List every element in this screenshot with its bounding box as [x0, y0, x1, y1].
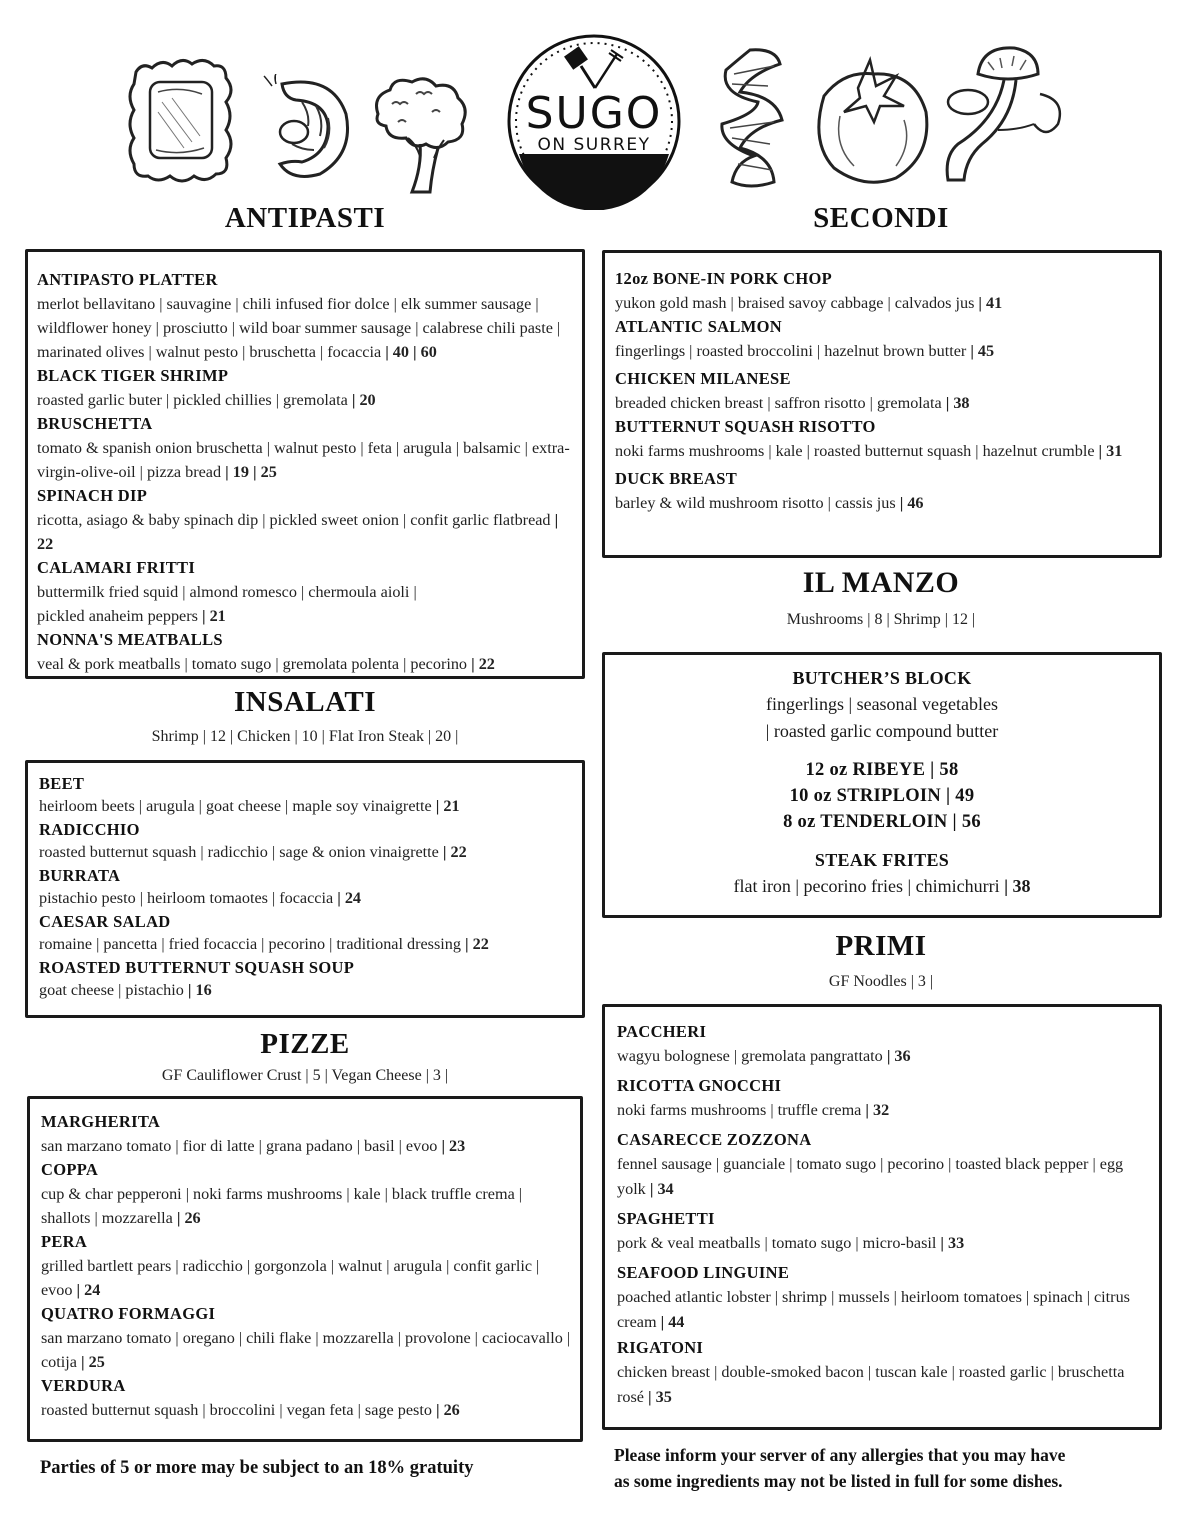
- dish-name: BLACK TIGER SHRIMP: [37, 366, 229, 385]
- dish-name: QUATRO FORMAGGI: [41, 1304, 216, 1323]
- dish-desc: [617, 1231, 1151, 1256]
- dish-ingredients: ricotta, asiago & baby spinach dip | pickled sweet onion | confit garlic flatbread: [37, 511, 555, 529]
- menu-item: [617, 1019, 1151, 1069]
- menu-item: [39, 772, 574, 818]
- dish-price: | 21: [435, 797, 460, 815]
- dish-name: ROASTED BUTTERNUT SQUASH SOUP: [39, 958, 355, 977]
- dish-name: CASARECCE ZOZZONA: [617, 1130, 812, 1149]
- logo-title: SUGO: [525, 88, 663, 139]
- dish-desc: [615, 339, 1151, 363]
- menu-item: [41, 1374, 572, 1422]
- cleaver-fork-icon: [564, 46, 623, 88]
- cut-ribeye: 12 oz RIBEYE | 58: [805, 760, 959, 780]
- dish-desc: [617, 1044, 1151, 1069]
- dish-name: RICOTTA GNOCCHI: [617, 1076, 782, 1095]
- insalati-title: INSALATI: [233, 686, 377, 718]
- secondi-box: [602, 250, 1162, 558]
- pizze-box: [27, 1096, 583, 1442]
- dish-name: ANTIPASTO PLATTER: [37, 270, 218, 289]
- dish-ingredients: roasted garlic buter | pickled chillies | gremolata: [37, 391, 352, 409]
- dish-price: | 22: [465, 935, 489, 953]
- menu-item: [617, 1206, 1151, 1256]
- dish-name: VERDURA: [41, 1376, 126, 1395]
- dish-desc: [39, 841, 574, 864]
- dish-desc: [39, 887, 574, 910]
- dish-ingredients: barley & wild mushroom risotto | cassis jus: [615, 494, 900, 512]
- dish-name: RIGATONI: [617, 1338, 704, 1357]
- menu-item: [41, 1110, 572, 1158]
- dish-name: SPAGHETTI: [617, 1209, 715, 1228]
- primi-box: [602, 1004, 1162, 1430]
- dish-ingredients: chicken breast | double-smoked bacon | tuscan kale | roasted garlic | bruschetta rosé: [617, 1363, 1125, 1406]
- dish-desc: [41, 1326, 572, 1374]
- dish-price: | 21: [201, 607, 226, 625]
- dish-desc: [37, 580, 574, 628]
- dish-name: COPPA: [41, 1160, 99, 1179]
- dish-price: | 25: [81, 1353, 105, 1371]
- dish-name: DUCK BREAST: [615, 469, 738, 488]
- dish-price: | 23: [441, 1137, 466, 1155]
- dish-price: | 41: [978, 294, 1003, 312]
- manzo-addons: Mushrooms | 8 | Shrimp | 12 |: [786, 611, 976, 628]
- dish-ingredients: buttermilk fried squid | almond romesco | chermoula aioli | pickled anaheim peppers: [37, 583, 417, 625]
- dish-desc: [617, 1360, 1151, 1410]
- dish-ingredients: romaine | pancetta | fried focaccia | pecorino | traditional dressing: [39, 935, 466, 953]
- dish-ingredients: grilled bartlett pears | radicchio | gorgonzola | walnut | arugula | confit garlic | evoo: [41, 1257, 540, 1299]
- dish-name: MARGHERITA: [41, 1112, 161, 1131]
- dish-price: | 35: [648, 1388, 672, 1406]
- dish-name: CAESAR SALAD: [39, 912, 171, 931]
- dish-price: | 22: [442, 843, 467, 861]
- dish-price: | 20: [351, 391, 376, 409]
- gratuity-note: Parties of 5 or more may be subject to an 18% gratuity: [40, 1458, 474, 1478]
- pizze-title: PIZZE: [260, 1028, 350, 1060]
- allergy-note-line1: Please inform your server of any allergies that you may have: [614, 1445, 1066, 1465]
- cut-striploin: 10 oz STRIPLOIN | 49: [789, 786, 975, 806]
- dish-ingredients: noki farms mushrooms | truffle crema: [617, 1101, 866, 1119]
- antipasti-box: [25, 249, 585, 679]
- dish-desc: [37, 652, 574, 676]
- dish-ingredients: roasted butternut squash | radicchio | sage & onion vinaigrette: [39, 843, 443, 861]
- menu-item: [41, 1302, 572, 1374]
- menu-item: [617, 1127, 1151, 1202]
- butchers-block-butter: | roasted garlic compound butter: [765, 721, 999, 741]
- dish-desc: [39, 933, 574, 956]
- dish-name: NONNA'S MEATBALLS: [37, 630, 223, 649]
- steak-frites-ingredients: flat iron | pecorino fries | chimichurri: [733, 876, 1005, 896]
- menu-item: [615, 415, 1151, 463]
- dish-ingredients: wagyu bolognese | gremolata pangrattato: [617, 1047, 887, 1065]
- dish-name: PERA: [41, 1232, 88, 1251]
- dish-name: BEET: [39, 774, 85, 793]
- dish-price: | 45: [970, 342, 995, 360]
- dish-desc: [615, 491, 1151, 515]
- dish-price: | 22: [471, 655, 495, 673]
- insalati-box: [25, 760, 585, 1018]
- antipasti-title: ANTIPASTI: [224, 202, 386, 234]
- primi-title: PRIMI: [835, 930, 927, 962]
- menu-item: [615, 267, 1151, 315]
- menu-item: [617, 1335, 1151, 1410]
- dish-name: BRUSCHETTA: [37, 414, 153, 433]
- dish-name: 12oz BONE-IN PORK CHOP: [615, 269, 832, 288]
- menu-item: [39, 864, 574, 910]
- menu-item: [615, 467, 1151, 515]
- dish-name: PACCHERI: [617, 1022, 707, 1041]
- dish-desc: [37, 508, 574, 556]
- dish-ingredients: noki farms mushrooms | kale | roasted butternut squash | hazelnut crumble: [615, 442, 1099, 460]
- dish-desc: [41, 1182, 572, 1230]
- manzo-title: IL MANZO: [802, 566, 960, 599]
- dish-name: SEAFOOD LINGUINE: [617, 1263, 790, 1282]
- dish-ingredients: pork & veal meatballs | tomato sugo | micro-basil: [617, 1234, 941, 1252]
- dish-ingredients: poached atlantic lobster | shrimp | mussels | heirloom tomatoes | spinach | citrus cream: [617, 1288, 1130, 1331]
- dish-name: RADICCHIO: [39, 820, 140, 839]
- dish-ingredients: fennel sausage | guanciale | tomato sugo | pecorino | toasted black pepper | egg yolk: [617, 1155, 1124, 1198]
- tomato-illustration: [804, 56, 938, 190]
- butchers-block-sides: fingerlings | seasonal vegetables: [765, 694, 999, 714]
- steak-frites-desc: [611, 873, 1153, 900]
- dish-desc: [37, 436, 574, 484]
- pasta-illustration: [710, 44, 800, 192]
- menu-item: [617, 1073, 1151, 1123]
- dish-name: CALAMARI FRITTI: [37, 558, 196, 577]
- logo: [505, 32, 683, 210]
- dish-price: | 36: [886, 1047, 911, 1065]
- dish-desc: [617, 1152, 1151, 1202]
- menu-item: [39, 818, 574, 864]
- dish-price: | 32: [865, 1101, 890, 1119]
- dish-price: | 40 | 60: [385, 343, 437, 361]
- insalati-addons: Shrimp | 12 | Chicken | 10 | Flat Iron Steak | 20 |: [151, 728, 459, 745]
- dish-desc: [41, 1254, 572, 1302]
- menu-item: [37, 268, 574, 364]
- dish-price: | 34: [649, 1180, 674, 1198]
- dish-price: | 16: [187, 981, 212, 999]
- secondi-title: SECONDI: [813, 202, 949, 234]
- dish-price: | 26: [435, 1401, 460, 1419]
- dish-price: | 33: [940, 1234, 965, 1252]
- dish-desc: [37, 388, 574, 412]
- dish-desc: [617, 1098, 1151, 1123]
- dish-ingredients: veal & pork meatballs | tomato sugo | gremolata polenta | pecorino: [37, 655, 472, 673]
- menu-item: [37, 364, 574, 412]
- dish-desc: [41, 1134, 572, 1158]
- dish-ingredients: fingerlings | roasted broccolini | hazelnut brown butter: [615, 342, 971, 360]
- dish-price: | 46: [899, 494, 924, 512]
- dish-desc: [615, 291, 1151, 315]
- logo-subtitle: ON SURREY: [537, 135, 651, 155]
- allergy-note-line2: as some ingredients may not be listed in full for some dishes.: [614, 1471, 1063, 1491]
- dish-price: | 19 | 25: [225, 463, 277, 481]
- dish-desc: [39, 795, 574, 818]
- dish-desc: [37, 292, 574, 364]
- dish-ingredients: pistachio pesto | heirloom tomaotes | focaccia: [39, 889, 338, 907]
- menu-item: [617, 1260, 1151, 1335]
- dish-ingredients: yukon gold mash | braised savoy cabbage | calvados jus: [615, 294, 979, 312]
- dish-price: | 24: [337, 889, 362, 907]
- butchers-block-title: BUTCHER’S BLOCK: [792, 668, 972, 688]
- primi-addons: GF Noodles | 3 |: [828, 973, 934, 990]
- menu-item: [615, 315, 1151, 363]
- dish-name: SPINACH DIP: [37, 486, 148, 505]
- dish-ingredients: roasted butternut squash | broccolini | vegan feta | sage pesto: [41, 1401, 436, 1419]
- dish-price: | 44: [660, 1313, 685, 1331]
- pizze-addons: GF Cauliflower Crust | 5 | Vegan Cheese | 3 |: [161, 1067, 449, 1084]
- dish-ingredients: breaded chicken breast | saffron risotto | gremolata: [615, 394, 946, 412]
- dish-ingredients: goat cheese | pistachio: [39, 981, 188, 999]
- steak-frites-price: | 38: [1004, 876, 1031, 896]
- ravioli-illustration: [122, 52, 240, 192]
- dish-price: | 31: [1098, 442, 1123, 460]
- dish-price: | 24: [76, 1281, 101, 1299]
- cut-tenderloin: 8 oz TENDERLOIN | 56: [783, 812, 981, 832]
- steak-frites-title: STEAK FRITES: [814, 850, 950, 870]
- menu-item: [41, 1158, 572, 1230]
- menu-item: [37, 484, 574, 556]
- shrimp-illustration: [262, 74, 358, 182]
- menu-item: [615, 367, 1151, 415]
- menu-item: [39, 956, 574, 1002]
- broccoli-illustration: [368, 74, 472, 198]
- menu-item: [41, 1230, 572, 1302]
- dish-name: BUTTERNUT SQUASH RISOTTO: [615, 417, 876, 436]
- menu-item: [37, 628, 574, 676]
- dish-ingredients: san marzano tomato | fior di latte | grana padano | basil | evoo: [41, 1137, 442, 1155]
- dish-price: | 26: [176, 1209, 201, 1227]
- dish-name: ATLANTIC SALMON: [615, 317, 782, 336]
- dish-desc: [615, 391, 1151, 415]
- dish-name: CHICKEN MILANESE: [615, 369, 791, 388]
- dish-name: BURRATA: [39, 866, 121, 885]
- dish-desc: [617, 1285, 1151, 1335]
- dish-ingredients: merlot bellavitano | sauvagine | chili infused fior dolce | elk summer sausage | wildflower honey | prosciutto | wild boar summer sausage | calabrese chili paste | marinated olives | walnut pesto | bruschetta | focaccia: [37, 295, 561, 361]
- dish-ingredients: heirloom beets | arugula | goat cheese | maple soy vinaigrette: [39, 797, 436, 815]
- dish-ingredients: cup & char pepperoni | noki farms mushrooms | kale | black truffle crema | shallots | mozzarella: [41, 1185, 523, 1227]
- dish-price: | 38: [945, 394, 970, 412]
- dish-desc: [41, 1398, 572, 1422]
- mushroom-illustration: [938, 40, 1066, 190]
- menu-item: [37, 412, 574, 484]
- dish-desc: [39, 979, 574, 1002]
- dish-ingredients: san marzano tomato | oregano | chili flake | mozzarella | provolone | caciocavallo | cotija: [41, 1329, 571, 1371]
- butchers-block-box: [602, 652, 1162, 918]
- menu-item: [37, 556, 574, 628]
- dish-desc: [615, 439, 1151, 463]
- dish-price: | 22: [37, 511, 559, 553]
- dish-ingredients: tomato & spanish onion bruschetta | walnut pesto | feta | arugula | balsamic | extra-virgin-olive-oil | pizza bread: [37, 439, 570, 481]
- menu-item: [39, 910, 574, 956]
